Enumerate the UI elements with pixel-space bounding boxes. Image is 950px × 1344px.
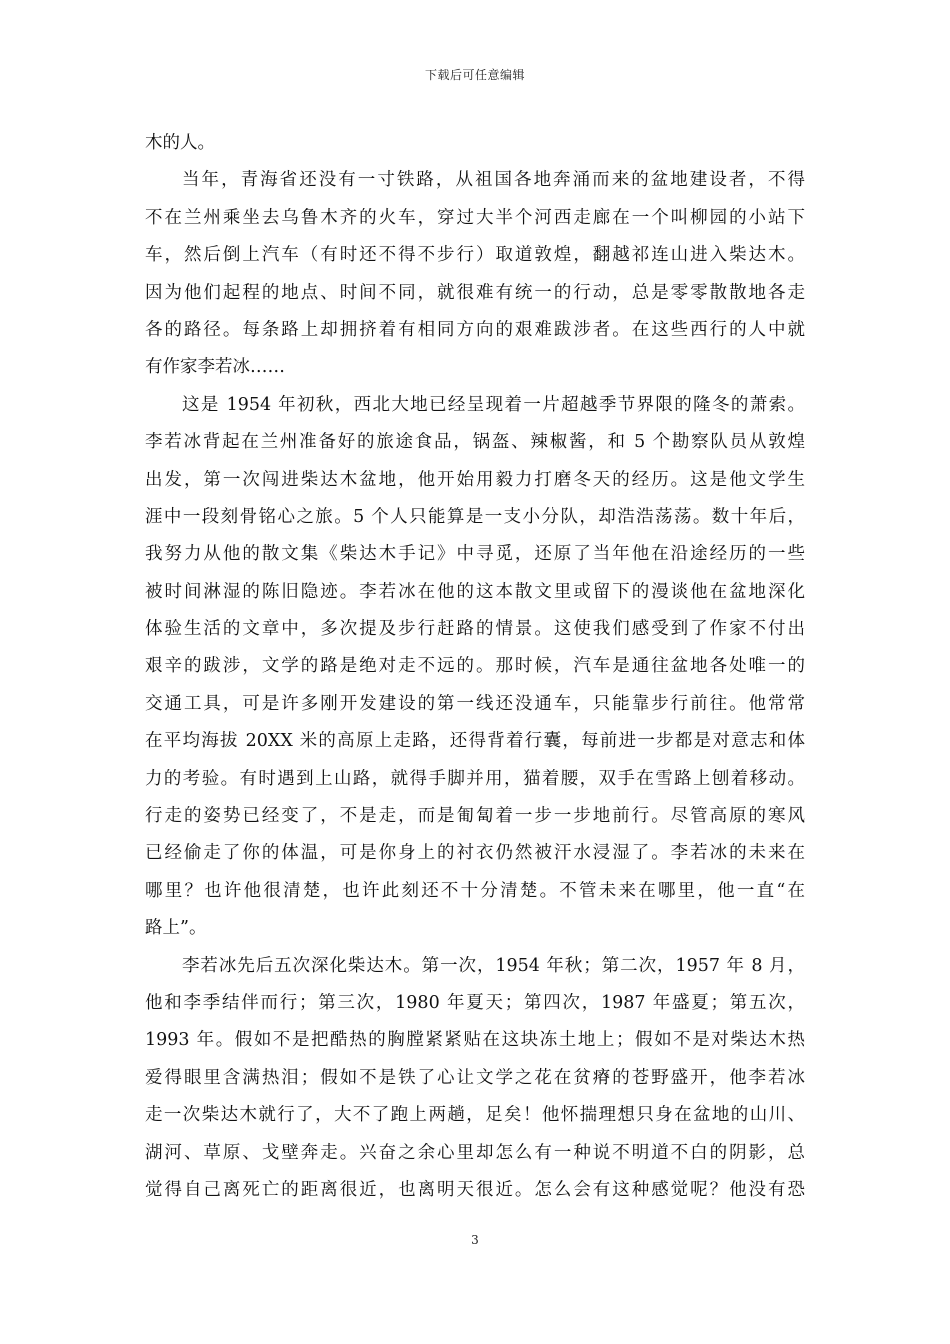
text-line: 当年，青海省还没有一寸铁路，从祖国各地奔涌而来的盆地建设者，不得: [182, 170, 805, 191]
text-line: 力的考验。有时遇到上山路，就得手脚并用，猫着腰，双手在雪路上刨着移动。: [145, 768, 805, 789]
text-line: 爱得眼里含满热泪；假如不是铁了心让文学之花在贫瘠的苍野盛开，他李若冰: [145, 1067, 805, 1088]
text-line: 被时间淋湿的陈旧隐迹。李若冰在他的这本散文里或留下的漫谈他在盆地深化: [145, 581, 805, 602]
text-line: 湖河、草原、戈壁奔走。兴奋之余心里却怎么有一种说不明道不白的阴影，总: [145, 1142, 805, 1163]
text-line: 觉得自己离死亡的距离很近，也离明天很近。怎么会有这种感觉呢？他没有恐: [145, 1179, 805, 1200]
text-line: 李若冰先后五次深化柴达木。第一次，1954 年秋；第二次，1957 年 8 月，: [182, 955, 805, 976]
page-number: 3: [471, 1233, 479, 1247]
text-line: 交通工具，可是许多刚开发建设的第一线还没通车，只能靠步行前往。他常常: [145, 693, 805, 714]
text-line: 已经偷走了你的体温，可是你身上的衬衣仍然被汗水浸湿了。李若冰的未来在: [145, 843, 805, 864]
text-line: 李若冰背起在兰州准备好的旅途食品，锅盔、辣椒酱，和 5 个勘察队员从敦煌: [145, 432, 805, 453]
text-line: 出发，第一次闯进柴达木盆地，他开始用毅力打磨冬天的经历。这是他文学生: [145, 469, 805, 490]
text-line: 各的路径。每条路上却拥挤着有相同方向的艰难跋涉者。在这些西行的人中就: [145, 319, 805, 340]
text-line: 车，然后倒上汽车（有时还不得不步行）取道敦煌，翻越祁连山进入柴达木。: [145, 245, 805, 266]
text-line: 走一次柴达木就行了，大不了跑上两趟，足矣！他怀揣理想只身在盆地的山川、: [145, 1105, 805, 1126]
text-line: 在平均海拔 20XX 米的高原上走路，还得背着行囊，每前进一步都是对意志和体: [145, 731, 805, 752]
text-line: 涯中一段刻骨铭心之旅。5 个人只能算是一支小分队，却浩浩荡荡。数十年后，: [145, 506, 805, 527]
text-line: 这是 1954 年初秋，西北大地已经呈现着一片超越季节界限的隆冬的萧索。: [182, 394, 805, 415]
text-line: 哪里？也许他很清楚，也许此刻还不十分清楚。不管未来在哪里，他一直“在: [145, 880, 805, 901]
text-line: 行走的姿势已经变了，不是走，而是匍匐着一步一步地前行。尽管高原的寒风: [145, 806, 805, 827]
text-line: 他和李季结伴而行；第三次，1980 年夏天；第四次，1987 年盛夏；第五次，: [145, 992, 805, 1013]
document-body: [145, 125, 805, 1209]
text-line: 有作家李若冰……: [145, 357, 285, 378]
text-line: 体验生活的文章中，多次提及步行赶路的情景。这使我们感受到了作家不付出: [145, 619, 805, 640]
text-line: 艰辛的跋涉，文学的路是绝对走不远的。那时候，汽车是通往盆地各处唯一的: [145, 656, 805, 677]
page-header: 下载后可任意编辑: [424, 68, 525, 82]
text-line: 木的人。: [145, 133, 215, 153]
text-line: 因为他们起程的地点、时间不同，就很难有统一的行动，总是零零散散地各走: [145, 282, 805, 303]
text-line: 1993 年。假如不是把酷热的胸膛紧紧贴在这块冻土地上；假如不是对柴达木热: [145, 1030, 805, 1051]
text-line: 我努力从他的散文集《柴达木手记》中寻觅，还原了当年他在沿途经历的一些: [145, 544, 805, 565]
text-line: 路上”。: [145, 918, 207, 939]
text-line: 不在兰州乘坐去乌鲁木齐的火车，穿过大半个河西走廊在一个叫柳园的小站下: [145, 207, 805, 228]
